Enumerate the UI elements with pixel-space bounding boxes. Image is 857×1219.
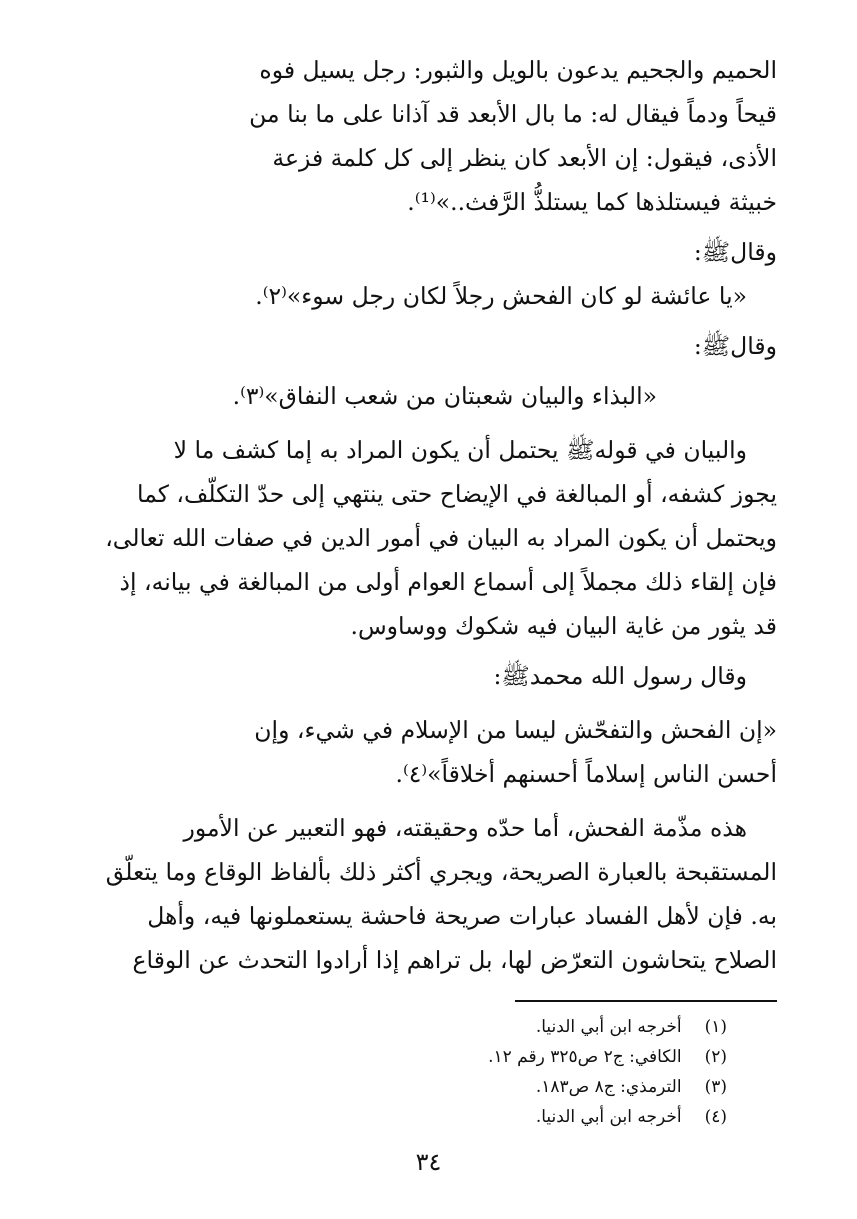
text-line: ويحتمل أن يكون المراد به البيان في أمور الدين في صفات الله تعالى، (105, 524, 777, 552)
footnote-number: (٤) (704, 1107, 727, 1127)
paragraph-3 (80, 806, 777, 982)
paragraph-1 (80, 48, 777, 224)
text-line: خبيثة فيستلذها كما يستلذُّ الرَّفث..»⁽¹⁾. (407, 188, 777, 216)
page-number: ٣٤ (415, 1148, 442, 1176)
text-line: الصلاح يتحاشون التعرّض لها، بل تراهم إذا أرادوا التحدث عن الوقاع (132, 946, 777, 974)
text-line: هذه مذّمة الفحش، أما حدّه وحقيقته، فهو التعبير عن الأمور (183, 814, 747, 842)
saying-intro-1 (80, 230, 777, 274)
footnote-text: أخرجه ابن أبي الدنيا. (535, 1017, 682, 1037)
footnote-4 (80, 1102, 727, 1132)
text-line: «يا عائشة لو كان الفحش رجلاً لكان رجل سوء»⁽٢⁾. (255, 282, 747, 310)
text-line: المستقبحة بالعبارة الصريحة، ويجري أكثر ذلك بألفاظ الوقاع وما يتعلّق (105, 858, 777, 886)
hadith-quote-3 (80, 708, 777, 796)
text-line: والبيان في قولهﷺ يحتمل أن يكون المراد به إما كشف ما لا (173, 436, 747, 464)
footnote-text: الترمذي: ج٨ ص١٨٣. (535, 1077, 682, 1097)
saying-intro-2 (80, 324, 777, 368)
paragraph-2 (80, 428, 777, 648)
footnote-3 (80, 1072, 727, 1102)
text-line: يجوز كشفه، أو المبالغة في الإيضاح حتى ينتهي إلى حدّ التكلّف، كما (137, 480, 777, 508)
text-line: «البذاء والبيان شعبتان من شعب النفاق»⁽٣⁾. (232, 382, 657, 410)
text-line: قيحاً ودماً فيقال له: ما بال الأبعد قد آذانا على ما بنا من (249, 100, 777, 128)
footnotes (80, 1000, 777, 1132)
text-line: الأذى، فيقول: إن الأبعد كان ينظر إلى كل كلمة فزعة (272, 144, 777, 172)
text-line: «إن الفحش والتفحّش ليسا من الإسلام في شيء، وإن (254, 716, 777, 744)
hadith-quote-1 (80, 274, 777, 318)
text-line: وقال رسول الله محمدﷺ: (493, 662, 747, 690)
footnote-number: (٣) (704, 1077, 727, 1097)
text-line: وقالﷺ: (693, 332, 777, 360)
footnote-text: أخرجه ابن أبي الدنيا. (535, 1107, 682, 1127)
hadith-quote-2 (80, 374, 777, 418)
saying-intro-3 (80, 654, 777, 698)
footnote-2 (80, 1042, 727, 1072)
footnote-divider (515, 1000, 777, 1002)
footnote-number: (١) (704, 1017, 727, 1037)
text-line: أحسن الناس إسلاماً أحسنهم أخلاقاً»⁽٤⁾. (395, 760, 777, 788)
text-line: وقالﷺ: (693, 238, 777, 266)
text-line: فإن إلقاء ذلك مجملاً إلى أسماع العوام أولى من المبالغة في بيانه، إذ (119, 568, 777, 596)
footnote-1 (80, 1012, 727, 1042)
text-line: الحميم والجحيم يدعون بالويل والثبور: رجل يسيل فوه (259, 56, 777, 84)
page-body (80, 48, 777, 1198)
text-line: به. فإن لأهل الفساد عبارات صريحة فاحشة يستعملونها فيه، وأهل (147, 902, 777, 930)
text-line: قد يثور من غاية البيان فيه شكوك ووساوس. (350, 612, 777, 640)
footnote-number: (٢) (704, 1047, 727, 1067)
footnote-text: الكافي: ج٢ ص٣٢٥ رقم ١٢. (488, 1047, 682, 1067)
